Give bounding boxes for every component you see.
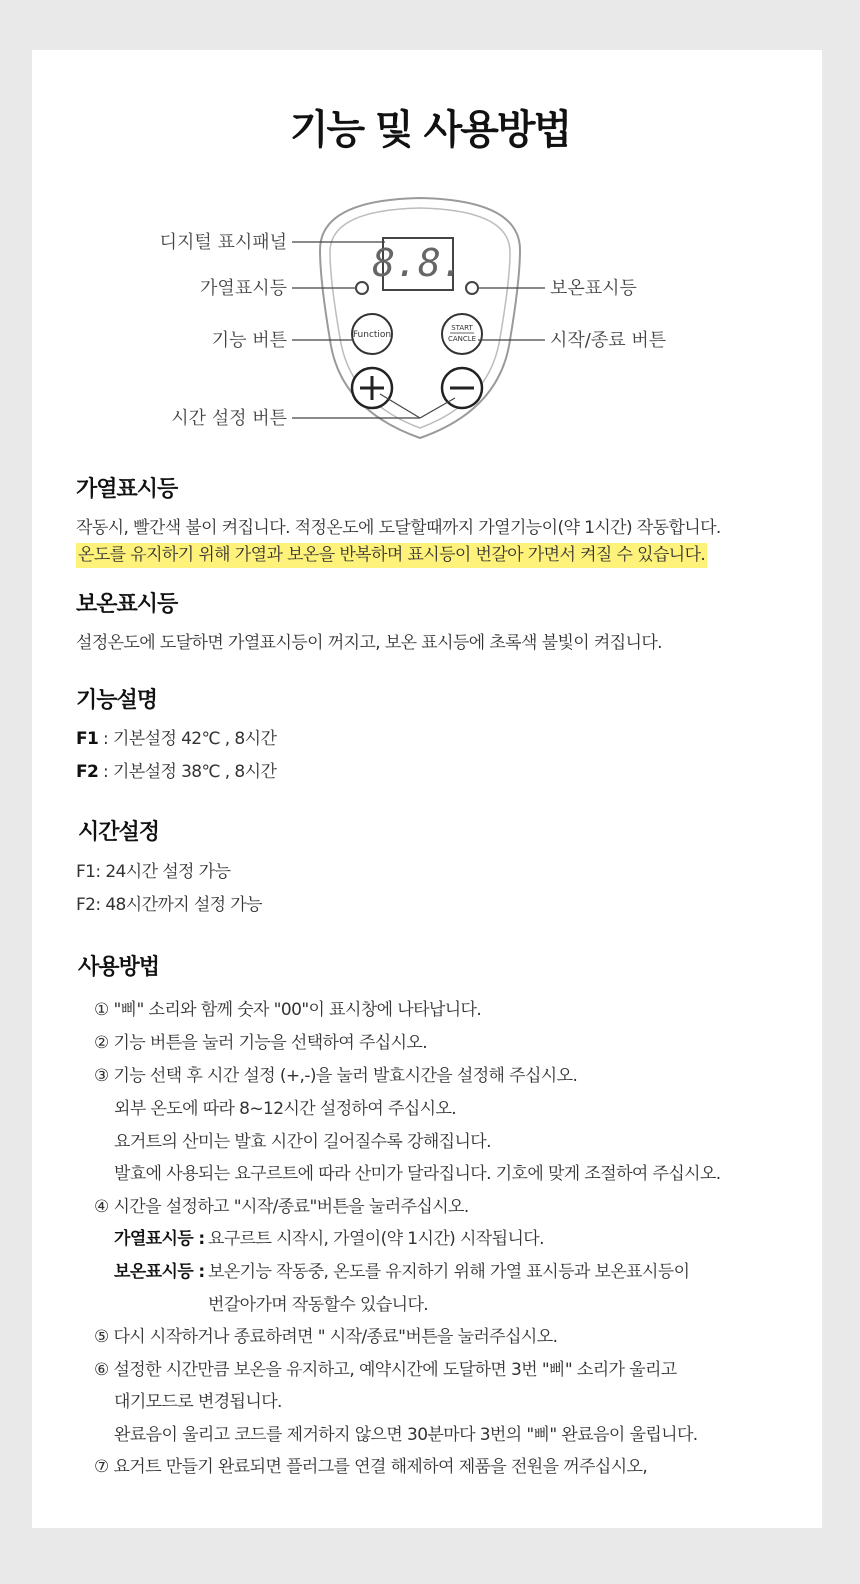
usage-step-3a: 외부 온도에 따라 8~12시간 설정하여 주십시오. [114, 1099, 457, 1119]
label-start-button: 시작/종료 버튼 [550, 330, 667, 351]
heat-line-1: 작동시, 빨간색 불이 켜집니다. 적정온도에 도달할때까지 가열기능이(약 1시간) 작동합니다. [76, 518, 721, 538]
svg-text:CANCLE: CANCLE [447, 335, 477, 343]
usage-step-3b: 요거트의 산미는 발효 시간이 길어질수록 강해집니다. [114, 1132, 491, 1152]
usage-step-1: ① "삐" 소리와 함께 숫자 "00"이 표시창에 나타납니다. [94, 1000, 482, 1020]
usage-step-4-warm-text-2: 번갈아가며 작동할수 있습니다. [208, 1295, 429, 1315]
function-f1: F1 : 기본설정 42℃ , 8시간 [76, 729, 277, 749]
svg-text:START: START [451, 324, 473, 332]
display-digits: 8.8. [372, 241, 464, 285]
time-line-1: F1: 24시간 설정 가능 [76, 862, 231, 882]
function-button-label: Function [352, 330, 392, 340]
warm-indicator-light [466, 282, 478, 294]
usage-step-7: ⑦ 요거트 만들기 완료되면 플러그를 연결 해제하여 제품을 전원을 꺼주십시오, [94, 1457, 648, 1477]
page-title: 기능 및 사용방법 [289, 107, 571, 153]
usage-step-4-warm-text-1: 보온기능 작동중, 온도를 유지하기 위해 가열 표시등과 보온표시등이 [208, 1262, 690, 1282]
usage-step-4-heat-text: 요구르트 시작시, 가열이(약 1시간) 시작됩니다. [208, 1229, 544, 1249]
usage-step-6b: 완료음이 울리고 코드를 제거하지 않으면 30분마다 3번의 "삐" 완료음이 울립니다. [114, 1425, 698, 1445]
heat-heading: 가열표시등 [76, 477, 178, 502]
usage-step-4-heat: 가열표시등 : [114, 1229, 205, 1249]
heat-line-2: 온도를 유지하기 위해 가열과 보온을 반복하며 표시등이 번갈아 가면서 켜질 수 있습니다. [76, 540, 707, 565]
usage-step-3c: 발효에 사용되는 요구르트에 따라 산미가 달라집니다. 기호에 맞게 조절하여 주십시오. [114, 1164, 721, 1184]
control-panel-diagram [0, 180, 860, 450]
usage-step-6: ⑥ 설정한 시간만큼 보온을 유지하고, 예약시간에 도달하면 3번 "삐" 소리가 울리고 [94, 1360, 677, 1380]
usage-step-6a: 대기모드로 변경됩니다. [114, 1392, 282, 1412]
heat-indicator-light [356, 282, 368, 294]
usage-step-3: ③ 기능 선택 후 시간 설정 (+,-)을 눌러 발효시간을 설정해 주십시오. [94, 1066, 578, 1086]
label-function-button: 기능 버튼 [211, 330, 287, 351]
usage-step-4-warm: 보온표시등 : [114, 1262, 205, 1282]
usage-heading: 사용방법 [78, 955, 160, 980]
time-line-2: F2: 48시간까지 설정 가능 [76, 895, 262, 915]
device-outline [320, 198, 520, 438]
time-heading: 시간설정 [78, 820, 160, 845]
label-display-panel: 디지털 표시패널 [159, 232, 287, 253]
usage-step-5: ⑤ 다시 시작하거나 종료하려면 " 시작/종료"버튼을 눌러주십시오. [94, 1327, 558, 1347]
start-cancel-button [442, 314, 482, 354]
label-heat-indicator: 가열표시등 [200, 278, 287, 299]
warm-line-1: 설정온도에 도달하면 가열표시등이 꺼지고, 보온 표시등에 초록색 불빛이 켜집니다. [76, 633, 662, 653]
function-f2: F2 : 기본설정 38℃ , 8시간 [76, 762, 277, 782]
functions-heading: 기능설명 [76, 688, 158, 713]
usage-step-4: ④ 시간을 설정하고 "시작/종료"버튼을 눌러주십시오. [94, 1197, 469, 1217]
usage-step-2: ② 기능 버튼을 눌러 기능을 선택하여 주십시오. [94, 1033, 428, 1053]
label-time-button: 시간 설정 버튼 [171, 408, 287, 429]
label-warm-indicator: 보온표시등 [550, 278, 637, 299]
warm-heading: 보온표시등 [76, 592, 178, 617]
